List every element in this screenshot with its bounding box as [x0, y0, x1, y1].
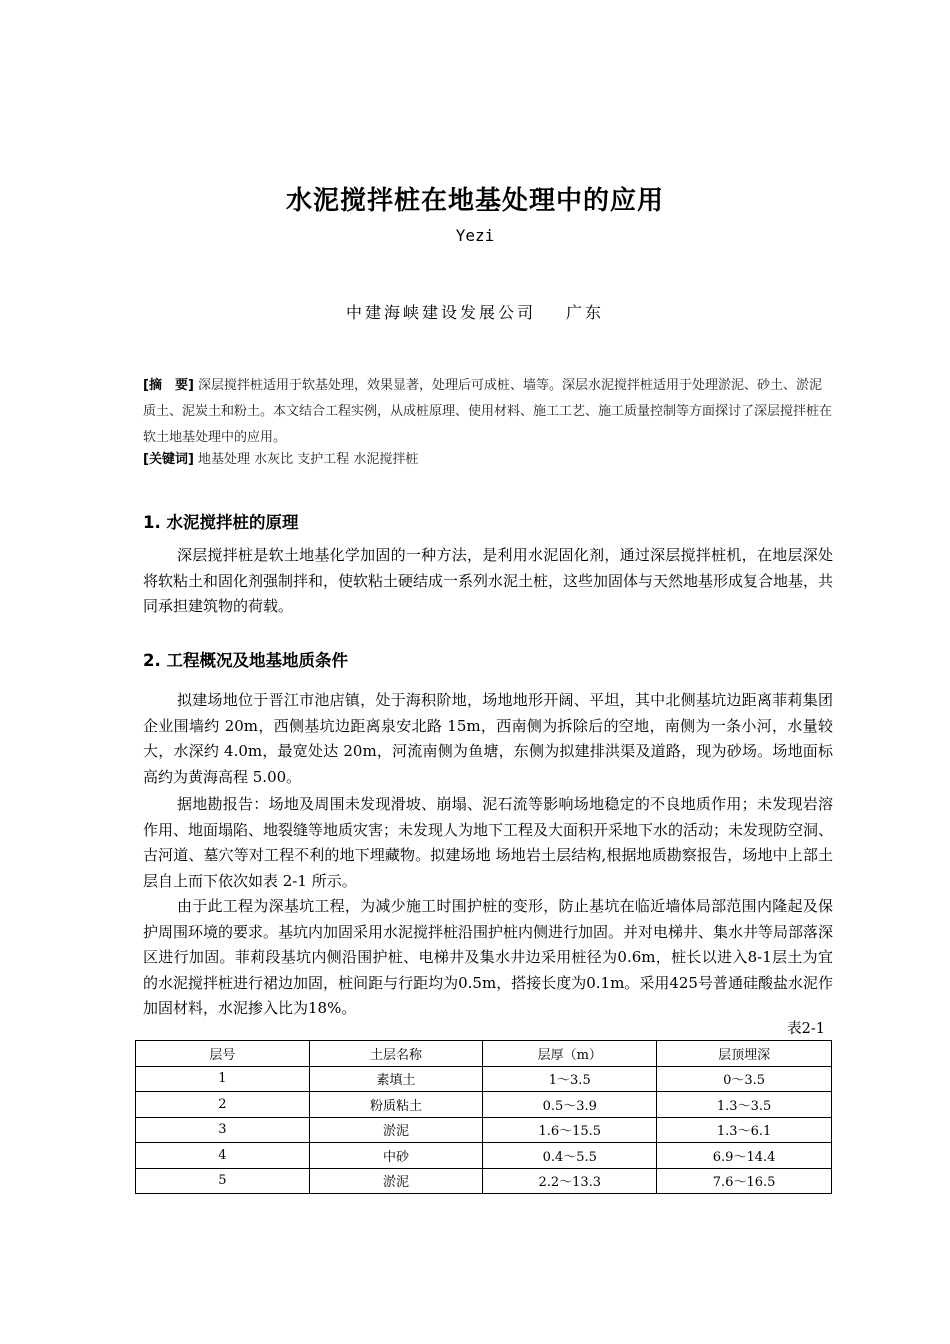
abstract-label: [摘 要]: [143, 378, 194, 393]
table-row: [136, 1092, 832, 1118]
table-cell: 6.9～14.4: [657, 1143, 832, 1169]
table-cell: 中砂: [309, 1143, 483, 1169]
keywords-text: 地基处理 水灰比 支护工程 水泥搅拌桩: [198, 452, 419, 467]
table-row: [136, 1143, 832, 1169]
keywords-label: [关键词]: [143, 452, 194, 467]
table-header-cell: 层厚（m）: [483, 1041, 657, 1067]
table-cell: 1.6～15.5: [483, 1117, 657, 1143]
table-cell: 1: [136, 1066, 310, 1092]
table-row: [136, 1168, 832, 1194]
soil-layer-table: [135, 1040, 832, 1194]
table-cell: 0.4～5.5: [483, 1143, 657, 1169]
affiliation-company: 中建海峡建设发展公司: [345, 303, 536, 322]
table-cell: 7.6～16.5: [657, 1168, 832, 1194]
table-row: [136, 1117, 832, 1143]
affiliation: [0, 300, 950, 323]
table-caption: 表2-1: [787, 1021, 825, 1037]
page-title: 水泥搅拌桩在地基处理中的应用: [285, 186, 664, 216]
table-header-cell: 土层名称: [309, 1041, 483, 1067]
affiliation-region: 广东: [566, 303, 605, 322]
section-heading: 1. 水泥搅拌桩的原理: [143, 513, 299, 532]
table-header-cell: 层顶埋深: [657, 1041, 832, 1067]
table-cell: 淤泥: [309, 1117, 483, 1143]
body-paragraph: 深层搅拌桩是软土地基化学加固的一种方法，是利用水泥固化剂，通过深层搅拌桩机，在地层深处将软粘土和固化剂强制拌和，使软粘土硬结成一系列水泥土桩，这些加固体与天然地基形成复合地基，共同承担建筑物的荷载。: [143, 546, 834, 615]
body-paragraph: 据地勘报告：场地及周围未发现滑坡、崩塌、泥石流等影响场地稳定的不良地质作用；未发现岩溶作用、地面塌陷、地裂缝等地质灾害；未发现人为地下工程及大面积开采地下水的活动；未发现防空洞、古河道、墓穴等对工程不利的地下埋藏物。拟建场地 场地岩土层结构,根据地质勘察报告，场地中上部土层自上而下依次如表 2-1 所示。: [143, 795, 834, 890]
table-header-cell: 层号: [136, 1041, 310, 1067]
table-cell: 0.5～3.9: [483, 1092, 657, 1118]
body-paragraph: 拟建场地位于晋江市池店镇，处于海积阶地，场地地形开阔、平坦，其中北侧基坑边距离菲莉集团企业围墙约 20m，西侧基坑边距离泉安北路 15m，西南侧为拆除后的空地，南侧为一条小河，水量较大，水深约 4.0m，最宽处达 20m，河流南侧为鱼塘，东侧为拟建排洪渠及道路，现为砂场。场地面标高约为黄海高程 5.00。: [143, 691, 833, 786]
table-header-row: [136, 1041, 832, 1067]
table-cell: 3: [136, 1117, 310, 1143]
table-cell: 淤泥: [309, 1168, 483, 1194]
table-row: [136, 1066, 832, 1092]
keywords: [143, 447, 833, 473]
table-cell: 2: [136, 1092, 310, 1118]
table-cell: 1～3.5: [483, 1066, 657, 1092]
table-cell: 粉质粘土: [309, 1092, 483, 1118]
section-heading: 2. 工程概况及地基地质条件: [143, 651, 348, 670]
table-cell: 1.3～3.5: [657, 1092, 832, 1118]
table-cell: 5: [136, 1168, 310, 1194]
table-cell: 0～3.5: [657, 1066, 832, 1092]
abstract-text: 深层搅拌桩适用于软基处理，效果显著，处理后可成桩、墙等。深层水泥搅拌桩适用于处理淤泥、砂土、淤泥质土、泥炭土和粉土。本文结合工程实例，从成桩原理、使用材料、施工工艺、施工质量控制等方面探讨了深层搅拌桩在软土地基处理中的应用。: [143, 378, 833, 445]
table-cell: 2.2～13.3: [483, 1168, 657, 1194]
body-paragraph: 由于此工程为深基坑工程，为减少施工时围护桩的变形，防止基坑在临近墙体局部范围内隆起及保护周围环境的要求。基坑内加固采用水泥搅拌桩沿围护桩内侧进行加固。并对电梯井、集水井等局部落深区进行加固。菲莉段基坑内侧沿围护桩、电梯井及集水井边采用桩径为0.6m，桩长以进入8-1层土为宜的水泥搅拌桩进行裙边加固，桩间距与行距均为0.5m，搭接长度为0.1m。采用425号普通硅酸盐水泥作加固材料，水泥掺入比为18%。: [143, 897, 834, 1017]
author-name: Yezi: [455, 226, 495, 245]
table-cell: 4: [136, 1143, 310, 1169]
table-cell: 1.3～6.1: [657, 1117, 832, 1143]
table-cell: 素填土: [309, 1066, 483, 1092]
abstract: [143, 373, 833, 451]
